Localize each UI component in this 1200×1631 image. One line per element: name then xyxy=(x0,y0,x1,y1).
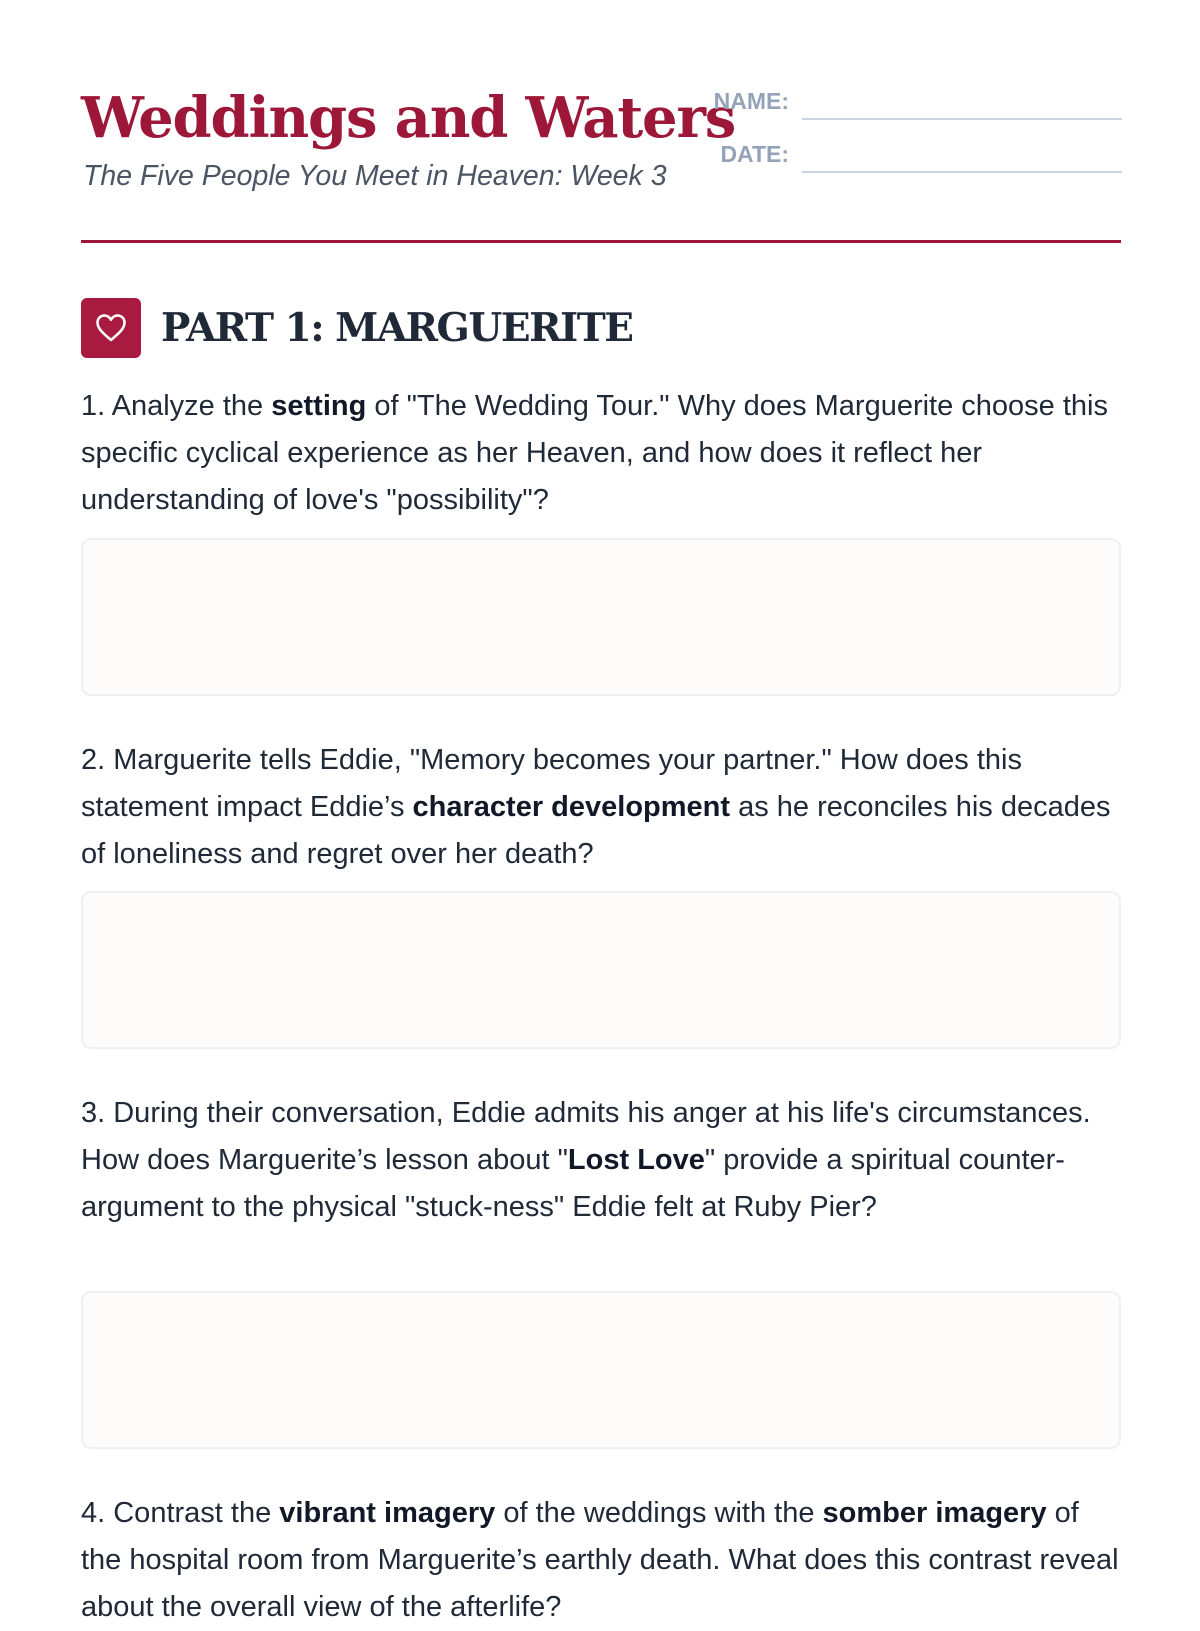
worksheet-header xyxy=(81,80,1121,245)
name-label: NAME: xyxy=(713,88,789,114)
question-text: 1. Analyze the xyxy=(81,390,272,422)
question-text: as he reconciles his decades of loneliness and regret over her death? xyxy=(81,791,1111,870)
question-text: 4. Contrast the xyxy=(81,1497,280,1529)
question-1 xyxy=(81,383,1121,524)
question-keyword: vibrant imagery xyxy=(279,1497,496,1529)
name-field[interactable] xyxy=(802,118,1122,120)
page-title: Weddings and Waters xyxy=(81,85,736,151)
question-text: of "The Wedding Tour." Why does Marguerite choose this specific cyclical experience as her Heaven, and how does it reflect her understanding of love's "possibility"? xyxy=(81,390,1108,516)
question-3 xyxy=(81,1090,1121,1231)
answer-box-2[interactable] xyxy=(81,891,1121,1049)
date-label: DATE: xyxy=(720,141,789,167)
question-keyword: setting xyxy=(271,390,367,422)
section-header xyxy=(81,298,1121,358)
date-field[interactable] xyxy=(802,171,1122,173)
question-4 xyxy=(81,1490,1121,1631)
question-keyword: Lost Love xyxy=(567,1144,705,1176)
heart-icon-glyph xyxy=(95,313,127,343)
header-divider xyxy=(81,240,1121,243)
page-subtitle: The Five People You Meet in Heaven: Week 3 xyxy=(83,160,667,192)
question-text: 2. Marguerite tells Eddie, "Memory becomes your partner." How does this statement impact Eddie’s xyxy=(81,744,1022,823)
question-text: of the hospital room from Marguerite’s earthly death. What does this contrast reveal about the overall view of the afterlife? xyxy=(81,1497,1119,1623)
answer-box-3[interactable] xyxy=(81,1291,1121,1449)
question-2 xyxy=(81,737,1121,878)
question-text: " provide a spiritual counter-argument to the physical "stuck-ness" Eddie felt at Ruby Pier? xyxy=(81,1144,1065,1223)
section-title: PART 1: MARGUERITE xyxy=(161,305,633,351)
question-keyword: character development xyxy=(412,791,731,823)
question-keyword: somber imagery xyxy=(822,1497,1047,1529)
question-text: 3. During their conversation, Eddie admits his anger at his life's circumstances. How does Marguerite’s lesson about " xyxy=(81,1097,1091,1176)
heart-icon xyxy=(81,298,141,358)
answer-box-1[interactable] xyxy=(81,538,1121,696)
question-text: of the weddings with the xyxy=(495,1497,823,1529)
